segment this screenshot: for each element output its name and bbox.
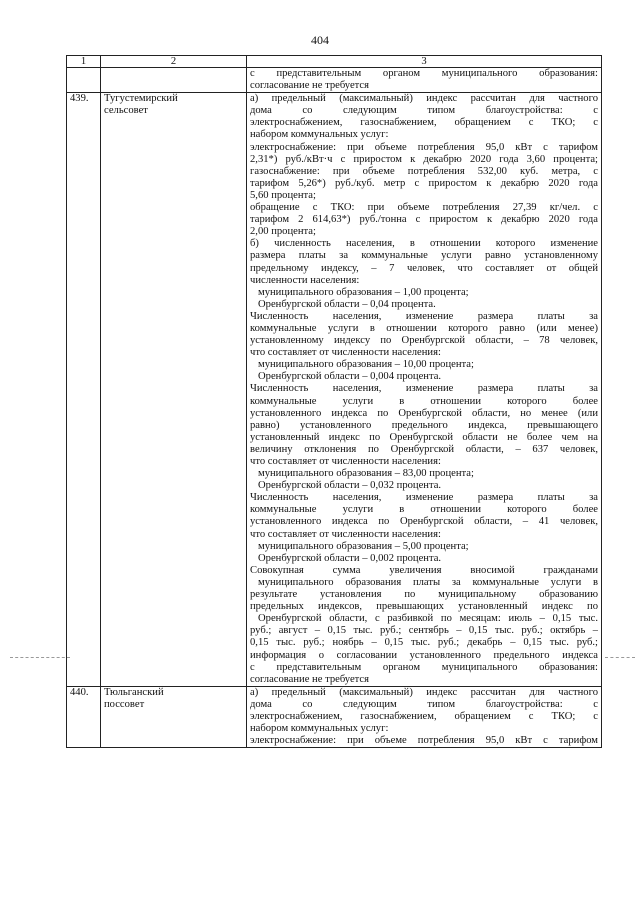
text-line: информация о согласовании установленного предельного индекса bbox=[250, 649, 598, 661]
text-line: с представительным органом муниципального образования: bbox=[250, 661, 598, 673]
municipality-name bbox=[101, 93, 247, 687]
text-line: Численность населения, изменение размера платы за bbox=[250, 310, 598, 322]
text-line: муниципального образования – 83,00 процента; bbox=[258, 468, 474, 480]
index-description bbox=[247, 93, 602, 687]
text-line: согласование не требуется bbox=[250, 673, 370, 685]
text-line: установленного индекса по Оренбургской области, но менее (или bbox=[250, 407, 598, 419]
text-line: 2,00 процента; bbox=[250, 226, 316, 238]
text-line: набором коммунальных услуг: bbox=[250, 723, 389, 735]
text-line: набором коммунальных услуг: bbox=[250, 129, 389, 141]
scan-artifact-line-right bbox=[605, 657, 635, 658]
text-line: Оренбургской области – 0,032 процента. bbox=[258, 480, 442, 492]
table-header-row bbox=[67, 56, 602, 68]
name-lines bbox=[104, 687, 243, 711]
text-line: равно) установленного предельного индекса, превышающего bbox=[250, 419, 598, 431]
description-lines bbox=[250, 687, 598, 747]
description-lines bbox=[250, 93, 598, 686]
text-line: Оренбургской области – 0,04 процента. bbox=[258, 298, 436, 310]
text-line: дома со следующим типом благоустройства: с bbox=[250, 698, 598, 710]
text-line: результате установления по муниципальному образованию bbox=[250, 589, 598, 601]
text-line: коммунальные услуги в отношении которого равно (или менее) bbox=[250, 322, 598, 334]
text-line: дома со следующим типом благоустройства: с bbox=[250, 105, 598, 117]
name-lines bbox=[104, 93, 243, 117]
text-line: обращение с ТКО: при объеме потребления 27,39 кг/чел. с bbox=[250, 202, 598, 214]
text-line: б) численность населения, в отношении которого изменение bbox=[250, 238, 598, 250]
name-line: поссовет bbox=[104, 698, 145, 710]
text-line: муниципального образования – 1,00 процента; bbox=[258, 286, 469, 298]
document-table bbox=[66, 55, 602, 748]
text-line: что составляет от численности населения: bbox=[250, 456, 441, 467]
text-line: численности населения: bbox=[250, 274, 360, 286]
text-line: Численность населения, изменение размера платы за bbox=[250, 492, 598, 504]
text-line: размера платы за коммунальные услуги равно установленному bbox=[250, 250, 598, 262]
text-line: согласование не требуется bbox=[250, 80, 370, 92]
continuation-row bbox=[67, 68, 602, 93]
text-line: а) предельный (максимальный) индекс рассчитан для частного bbox=[250, 686, 598, 698]
scan-artifact-line-left bbox=[10, 657, 70, 658]
text-line: электроснабжением, газоснабжением, обращением с ТКО; с bbox=[250, 710, 598, 722]
page-number: 404 bbox=[311, 33, 329, 47]
text-line: установленный индекс по Оренбургской области не более чем на bbox=[250, 431, 598, 443]
text-line: газоснабжение: при объеме потребления 532,00 куб. метра, с bbox=[250, 165, 598, 177]
name-line: Тугустемирский bbox=[104, 93, 178, 105]
text-line: муниципального образования – 10,00 процента; bbox=[258, 359, 474, 371]
text-line: 2,31*) руб./кВт·ч с приростом к декабрю 2020 года 3,60 процента; bbox=[250, 153, 598, 165]
column-header-3: 3 bbox=[247, 56, 602, 68]
table-row-440 bbox=[67, 686, 602, 747]
text-line: руб.; август – 0,15 тыс. руб.; сентябрь – 0,15 тыс. руб.; октябрь – bbox=[250, 625, 598, 637]
text-line: 0,15 тыс. руб.; ноябрь – 0,15 тыс. руб.; декабрь – 0,15 тыс. руб.; bbox=[250, 637, 598, 649]
text-line: Оренбургской области – 0,004 процента. bbox=[258, 371, 442, 383]
row-number: 439. bbox=[67, 93, 101, 687]
text-line: 5,60 процента; bbox=[250, 189, 316, 201]
text-line: коммунальные услуги в отношении которого более bbox=[250, 504, 598, 516]
text-line: электроснабжением, газоснабжением, обращением с ТКО; с bbox=[250, 117, 598, 129]
text-line: установленного индекса по Оренбургской области, – 41 человек, bbox=[250, 516, 598, 528]
municipality-name bbox=[101, 686, 247, 747]
text-line: величину отклонения по Оренбургской области, – 637 человек, bbox=[250, 443, 598, 455]
text-line: электроснабжение: при объеме потребления 95,0 кВт с тарифом bbox=[250, 735, 598, 747]
column-header-2: 2 bbox=[101, 56, 247, 68]
text-line: с представительным органом муниципального образования: bbox=[250, 68, 598, 79]
text-line: тарифом 2 614,63*) руб./тонна с приростом к декабрю 2020 года bbox=[250, 214, 598, 226]
text-line: электроснабжение: при объеме потребления 95,0 кВт с тарифом bbox=[250, 141, 598, 153]
table-row-439 bbox=[67, 93, 602, 687]
text-line: Оренбургской области, с разбивкой по месяцам: июль – 0,15 тыс. bbox=[258, 613, 598, 625]
row-number: 440. bbox=[67, 686, 101, 747]
text-line: а) предельный (максимальный) индекс рассчитан для частного bbox=[250, 93, 598, 105]
text-line: установленному индексу по Оренбургской области, – 78 человек, bbox=[250, 335, 598, 347]
text-line: муниципального образования платы за коммунальные услуги в bbox=[258, 576, 598, 588]
text-line: предельных индексов, превышающих установленный индекс по bbox=[250, 601, 598, 613]
text-line: коммунальные услуги в отношении которого более bbox=[250, 395, 598, 407]
column-header-1: 1 bbox=[67, 56, 101, 68]
text-line: Совокупная сумма увеличения вносимой гражданами bbox=[250, 564, 598, 576]
index-description bbox=[247, 686, 602, 747]
continuation-text bbox=[247, 68, 602, 93]
text-line: предельному индексу, – 7 человек, что составляет от общей bbox=[250, 262, 598, 274]
text-line: Оренбургской области – 0,002 процента. bbox=[258, 552, 442, 564]
name-line: сельсовет bbox=[104, 105, 148, 117]
text-line: Численность населения, изменение размера платы за bbox=[250, 383, 598, 395]
text-line: муниципального образования – 5,00 процента; bbox=[258, 540, 469, 552]
text-line: тарифом 5,26*) руб./куб. метр с приростом к декабрю 2020 года bbox=[250, 177, 598, 189]
name-line: Тюльганский bbox=[104, 686, 164, 698]
text-line: что составляет от численности населения: bbox=[250, 528, 441, 540]
text-line: что составляет от численности населения: bbox=[250, 347, 441, 359]
